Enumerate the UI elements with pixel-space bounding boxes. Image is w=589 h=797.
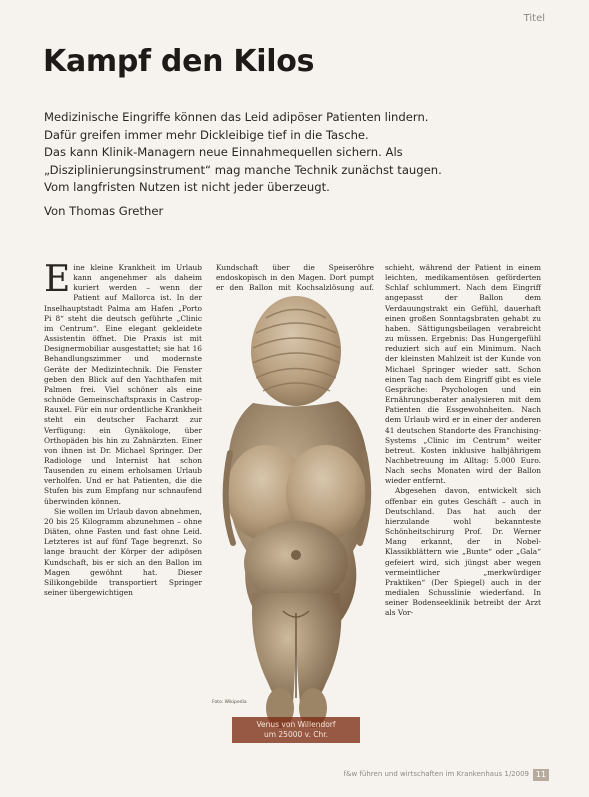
lead-line: Medizinische Eingriffe können das Leid adipöser Patienten lindern. xyxy=(44,110,429,124)
author-byline: Von Thomas Grether xyxy=(44,204,164,218)
body-paragraph: Kundschaft über die Speiseröhre endoskopisch in den Magen. Dort pumpt er den Ballon mit Kochsalzlösung auf. xyxy=(216,263,374,293)
body-paragraph xyxy=(44,259,202,507)
drop-cap: E xyxy=(44,259,71,300)
figure-caption: Venus von Willendorf um 25000 v. Chr. xyxy=(232,717,360,743)
venus-figure-image xyxy=(208,293,378,743)
body-column-1 xyxy=(44,259,202,598)
paragraph-text: ine kleine Krankheit im Urlaub kann angenehmer als daheim kuriert werden – wenn der Patient auf Mallorca ist. In der Inselhauptstadt Palma am Hafen „Porto Pi 8“ steht die deutsch geführte „Clinic im Centrum“. Eine elegant gekleidete Assistentin öffnet. Die Praxis ist mit Designermobiliar ausgestattet; sie hat 16 Behandlungszimmer und modernste Geräte der Medizintechnik. Die Fenster geben den Blick auf den Yachthafen mit Palmen frei. Viel schöner als eine schnöde Gemeinschaftspraxis in Castrop-Rauxel. Für ein nur ordentliche Krankheit steht ein deutscher Facharzt zur Verfügung: ein Gynäkologe, über Orthopäden bis hin zu Zahnärzten. Einer von ihnen ist Dr. Michael Springer. Der Radiologe und Internist hat schon Tausenden zu einem erholsamen Urlaub verholfen. Und er hat Patienten, die die Stufen bis zum Empfang nur schnaufend überwinden können. xyxy=(44,263,202,506)
lead-line: Vom langfristen Nutzen ist nicht jeder überzeugt. xyxy=(44,180,330,194)
footer-publication: f&w führen und wirtschaften im Krankenhaus 1/2009 xyxy=(343,770,529,778)
lead-line: „Disziplinierungsinstrument“ mag manche Technik zunächst taugen. xyxy=(44,162,442,177)
venus-statuette-illustration xyxy=(208,293,378,743)
lead-line: Dafür greifen immer mehr Dickleibige tief in die Tasche. xyxy=(44,127,369,142)
body-column-3 xyxy=(385,263,541,618)
section-tag: Titel xyxy=(523,13,545,24)
article-headline: Kampf den Kilos xyxy=(43,44,315,79)
body-paragraph: Sie wollen im Urlaub davon abnehmen, 20 bis 25 Kilogramm abzunehmen – ohne Diäten, ohne Fasten und fast ohne Leid. Letzteres ist auf fünf Tage begrenzt. So lange braucht der Körper der adipösen Kundschaft, bis er sich an den Ballon im Magen gewöhnt hat. Dieser Silikongebilde transportiert Springer seiner übergewichtigen xyxy=(44,506,202,597)
body-paragraph: Abgesehen davon, entwickelt sich offenbar ein gutes Geschäft – auch in Deutschland. Das hat auch der hierzulande wohl bekannteste Schönheitschirurg Prof. Dr. Werner Mang erkannt, der in Nobel-Klassikblättern wie „Bunte“ oder „Gala“ gefeiert wird, sich jüngst aber wegen vermeintlicher „merkwürdiger Praktiken“ (Der Spiegel) auch in der medialen Schusslinie wiederfand. In seiner Bodenseeklinik betreibt der Arzt als Vor- xyxy=(385,486,541,618)
photo-credit: Foto: Wikipedia xyxy=(212,700,247,705)
body-paragraph: schieht, während der Patient in einem leichten, medikamentösen geförderten Schlaf schlummert. Nach dem Eingriff angepasst der Ballon dem Verdauungstrakt ein Gefühl, dauerhaft einen großen Sonntagsbraten gehabt zu haben. Sättigungsbeilagen verabreicht zu müssen. Ergebnis: Das Hungergefühl reduziert sich auf ein Minimum. Nach der kleinsten Mahlzeit ist der Kunde von Michael Springer wieder satt. Schon einen Tag nach dem Eingriff gibt es viele Gespräche: Psychologen und ein Ernährungsberater analysieren mit dem Patienten die Essgewohnheiten. Nach dem Urlaub wird er in einer der anderen 41 deutschen Standorte des Franchising-Systems „Clinic im Centrum“ weiter betreut. Kosten inklusive halbjährigem Nachbetreuung im Alltag: 5.000 Euro. Nach sechs Monaten wird der Ballon wieder entfernt. xyxy=(385,263,541,486)
article-lead xyxy=(44,109,564,197)
page-number: 11 xyxy=(533,769,549,781)
lead-line: Das kann Klinik-Managern neue Einnahmequellen sichern. Als xyxy=(44,145,403,159)
